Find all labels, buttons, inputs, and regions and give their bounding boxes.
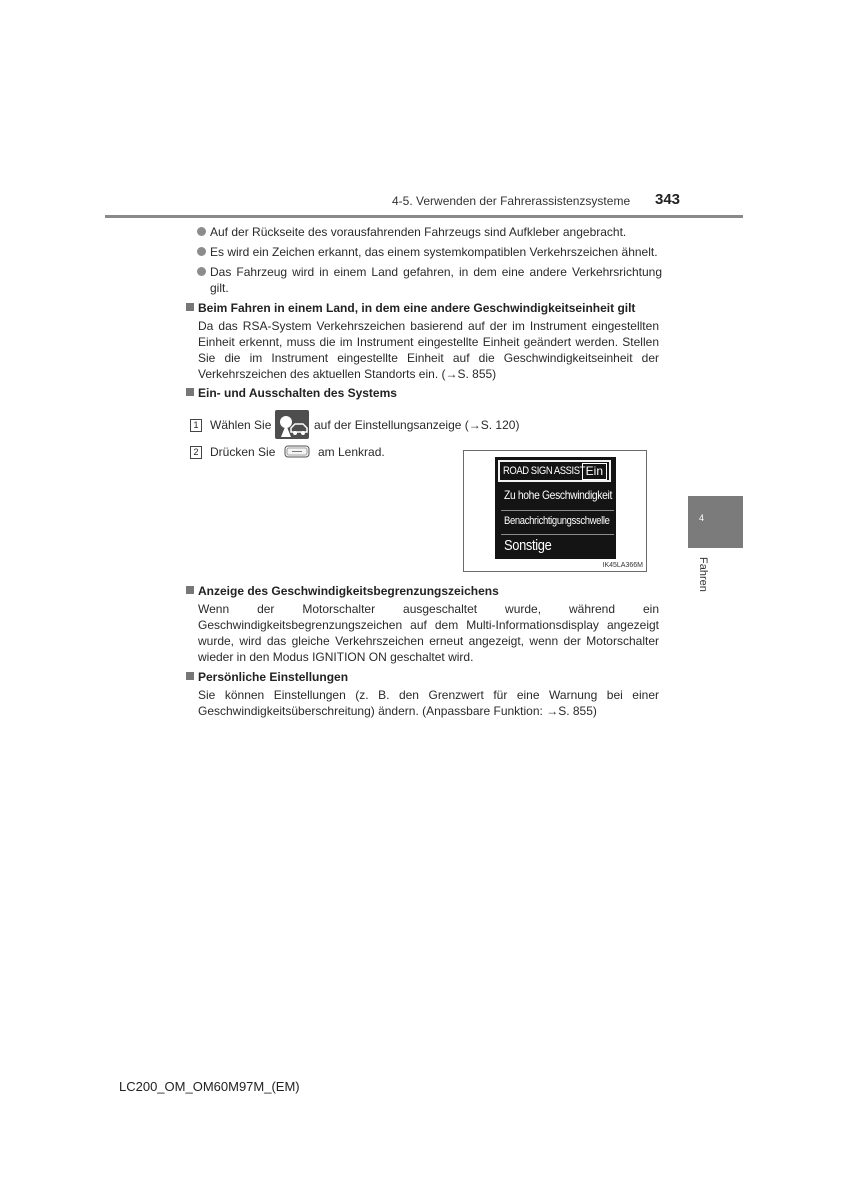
section-body: Wenn der Motorschalter ausgeschaltet wurde, während ein Geschwindigkeitsbegrenzungszeichen auf dem Multi-Informationsdisplay angezeigt wurde, wird das gleiche Verkehrszeichen erneut angezeigt, wenn der Motorschalter wieder in den Modus IGNITION ON geschaltet wird.	[198, 602, 659, 664]
menu-divider	[501, 510, 614, 511]
menu-item-other: Sonstige	[504, 537, 552, 554]
section-heading	[186, 669, 666, 685]
step-number: 2	[190, 446, 202, 459]
step-text: Wählen Sie	[210, 418, 272, 432]
section-heading-text: Persönliche Einstellungen	[198, 670, 349, 684]
page-number: 343	[655, 191, 681, 208]
square-bullet-icon	[186, 672, 194, 680]
menu-item-speed: Zu hohe Geschwindigkeit	[504, 488, 612, 502]
chapter-number: 4	[699, 513, 705, 523]
step-text: auf der Einstellungsanzeige (→S. 120)	[314, 418, 520, 432]
section-heading-text: Beim Fahren in einem Land, in dem eine andere Geschwindigkeitseinheit gilt	[198, 301, 636, 315]
bullet-text: Auf der Rückseite des vorausfahrenden Fahrzeugs sind Aufkleber angebracht.	[210, 225, 627, 239]
menu-item-threshold: Benachrichtigungsschwelle	[504, 515, 610, 527]
section-title: 4-5. Verwenden der Fahrerassistenzsysteme	[392, 194, 631, 208]
step-text: Drücken Sie	[210, 445, 276, 459]
document-code: LC200_OM_OM60M97M_(EM)	[119, 1079, 300, 1094]
menu-item-label: ROAD SIGN ASSIST	[503, 465, 585, 477]
header-rule	[105, 215, 743, 218]
chapter-label: Fahren	[697, 557, 709, 592]
square-bullet-icon	[186, 388, 194, 396]
figure-code: IK45LA366M	[602, 562, 643, 569]
bullet-item	[198, 224, 662, 240]
bullet-item	[198, 244, 662, 260]
multi-info-display	[495, 457, 616, 559]
section-heading-text: Ein- und Ausschalten des Systems	[198, 386, 397, 400]
step-text: am Lenkrad.	[318, 445, 385, 459]
section-heading	[186, 385, 666, 401]
bullet-text: Es wird ein Zeichen erkannt, das einem systemkompatiblen Verkehrszeichen ähnelt.	[210, 245, 658, 259]
menu-item-value: Ein	[582, 463, 607, 480]
bullet-dot-icon	[197, 267, 206, 276]
section-body: Da das RSA-System Verkehrszeichen basierend auf der im Instrument eingestellten Einheit erkennt, muss die im Instrument eingestellte Einheit geändert werden. Stellen Sie die im Instrument eingestellte Einheit auf die Geschwindigkeitseinheit der Verkehrszeichen des aktuellen Standorts ein. (→S. 855)	[198, 319, 659, 381]
bullet-dot-icon	[197, 227, 206, 236]
menu-item-road-sign-assist	[498, 460, 611, 482]
section-body: Sie können Einstellungen (z. B. den Grenzwert für eine Warnung bei einer Geschwindigkeitsüberschreitung) ändern. (Anpassbare Funktion: →S. 855)	[198, 688, 659, 718]
menu-divider	[501, 534, 614, 535]
bullet-dot-icon	[197, 247, 206, 256]
bullet-item	[198, 264, 662, 296]
display-figure	[463, 450, 647, 572]
bullet-text: Das Fahrzeug wird in einem Land gefahren, in dem eine andere Verkehrsrichtung gilt.	[210, 265, 662, 295]
chapter-tab	[688, 496, 743, 548]
square-bullet-icon	[186, 586, 194, 594]
section-heading-text: Anzeige des Geschwindigkeitsbegrenzungszeichens	[198, 584, 499, 598]
section-heading	[186, 583, 666, 599]
settings-icon	[275, 410, 309, 439]
steering-button-icon	[284, 445, 310, 458]
square-bullet-icon	[186, 303, 194, 311]
step-number: 1	[190, 419, 202, 432]
section-heading	[186, 300, 666, 316]
